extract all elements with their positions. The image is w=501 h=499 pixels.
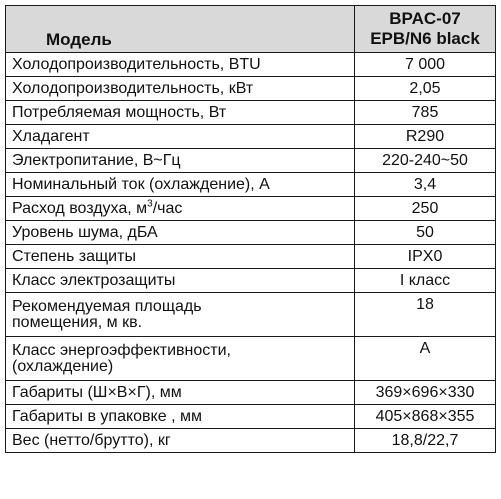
spec-row bbox=[6, 293, 496, 337]
spec-row bbox=[6, 429, 496, 453]
spec-row bbox=[6, 53, 496, 77]
spec-label-text-end: /час bbox=[152, 200, 183, 217]
spec-value: I класс bbox=[355, 269, 496, 293]
spec-label: Габариты (Ш×В×Г), мм bbox=[6, 381, 355, 405]
spec-value: 785 bbox=[355, 101, 496, 125]
spec-row bbox=[6, 245, 496, 269]
spec-value: 2,05 bbox=[355, 77, 496, 101]
spec-value: 405×868×355 bbox=[355, 405, 496, 429]
spec-row bbox=[6, 381, 496, 405]
model-name-line2: EPB/N6 black bbox=[370, 29, 480, 48]
spec-value: 7 000 bbox=[355, 53, 496, 77]
spec-label: Номинальный ток (охлаждение), А bbox=[6, 173, 355, 197]
header-row bbox=[6, 6, 496, 53]
spec-label bbox=[6, 293, 355, 337]
spec-label: Холодопроизводительность, BTU bbox=[6, 53, 355, 77]
spec-label: Вес (нетто/брутто), кг bbox=[6, 429, 355, 453]
spec-row bbox=[6, 269, 496, 293]
spec-label-line1: Класс энергоэффективности, bbox=[12, 341, 231, 359]
spec-label: Электропитание, В~Гц bbox=[6, 149, 355, 173]
spec-value: R290 bbox=[355, 125, 496, 149]
spec-value: 220-240~50 bbox=[355, 149, 496, 173]
spec-row bbox=[6, 149, 496, 173]
spec-value: IPX0 bbox=[355, 245, 496, 269]
spec-value: 18,8/22,7 bbox=[355, 429, 496, 453]
spec-label: Класс электрозащиты bbox=[6, 269, 355, 293]
spec-value: 18 bbox=[355, 293, 496, 337]
spec-value: 50 bbox=[355, 221, 496, 245]
spec-row bbox=[6, 101, 496, 125]
spec-value: 3,4 bbox=[355, 173, 496, 197]
spec-row bbox=[6, 125, 496, 149]
spec-row bbox=[6, 77, 496, 101]
spec-label-text: Расход воздуха, м bbox=[12, 200, 148, 217]
spec-row bbox=[6, 405, 496, 429]
spec-label-superscript: 3 bbox=[147, 198, 153, 210]
spec-row bbox=[6, 197, 496, 221]
spec-label: Уровень шума, дБА bbox=[6, 221, 355, 245]
spec-label: Габариты в упаковке , мм bbox=[6, 405, 355, 429]
model-name-line1: BPAC-07 bbox=[389, 9, 461, 28]
spec-label: Хладагент bbox=[6, 125, 355, 149]
spec-label-line2: помещения, м кв. bbox=[12, 313, 143, 331]
spec-label-line1: Рекомендуемая площадь bbox=[12, 297, 202, 315]
spec-label: Потребляемая мощность, Вт bbox=[6, 101, 355, 125]
spec-table bbox=[5, 5, 496, 453]
spec-row bbox=[6, 173, 496, 197]
spec-label: Степень защиты bbox=[6, 245, 355, 269]
spec-row bbox=[6, 337, 496, 381]
model-header-label: Модель bbox=[6, 6, 355, 53]
spec-label bbox=[6, 197, 355, 221]
spec-label: Холодопроизводительность, кВт bbox=[6, 77, 355, 101]
model-name bbox=[355, 6, 496, 53]
spec-value: А bbox=[355, 337, 496, 381]
spec-value: 369×696×330 bbox=[355, 381, 496, 405]
spec-value: 250 bbox=[355, 197, 496, 221]
spec-row bbox=[6, 221, 496, 245]
spec-label-line2: (охлаждение) bbox=[12, 357, 114, 375]
spec-label bbox=[6, 337, 355, 381]
